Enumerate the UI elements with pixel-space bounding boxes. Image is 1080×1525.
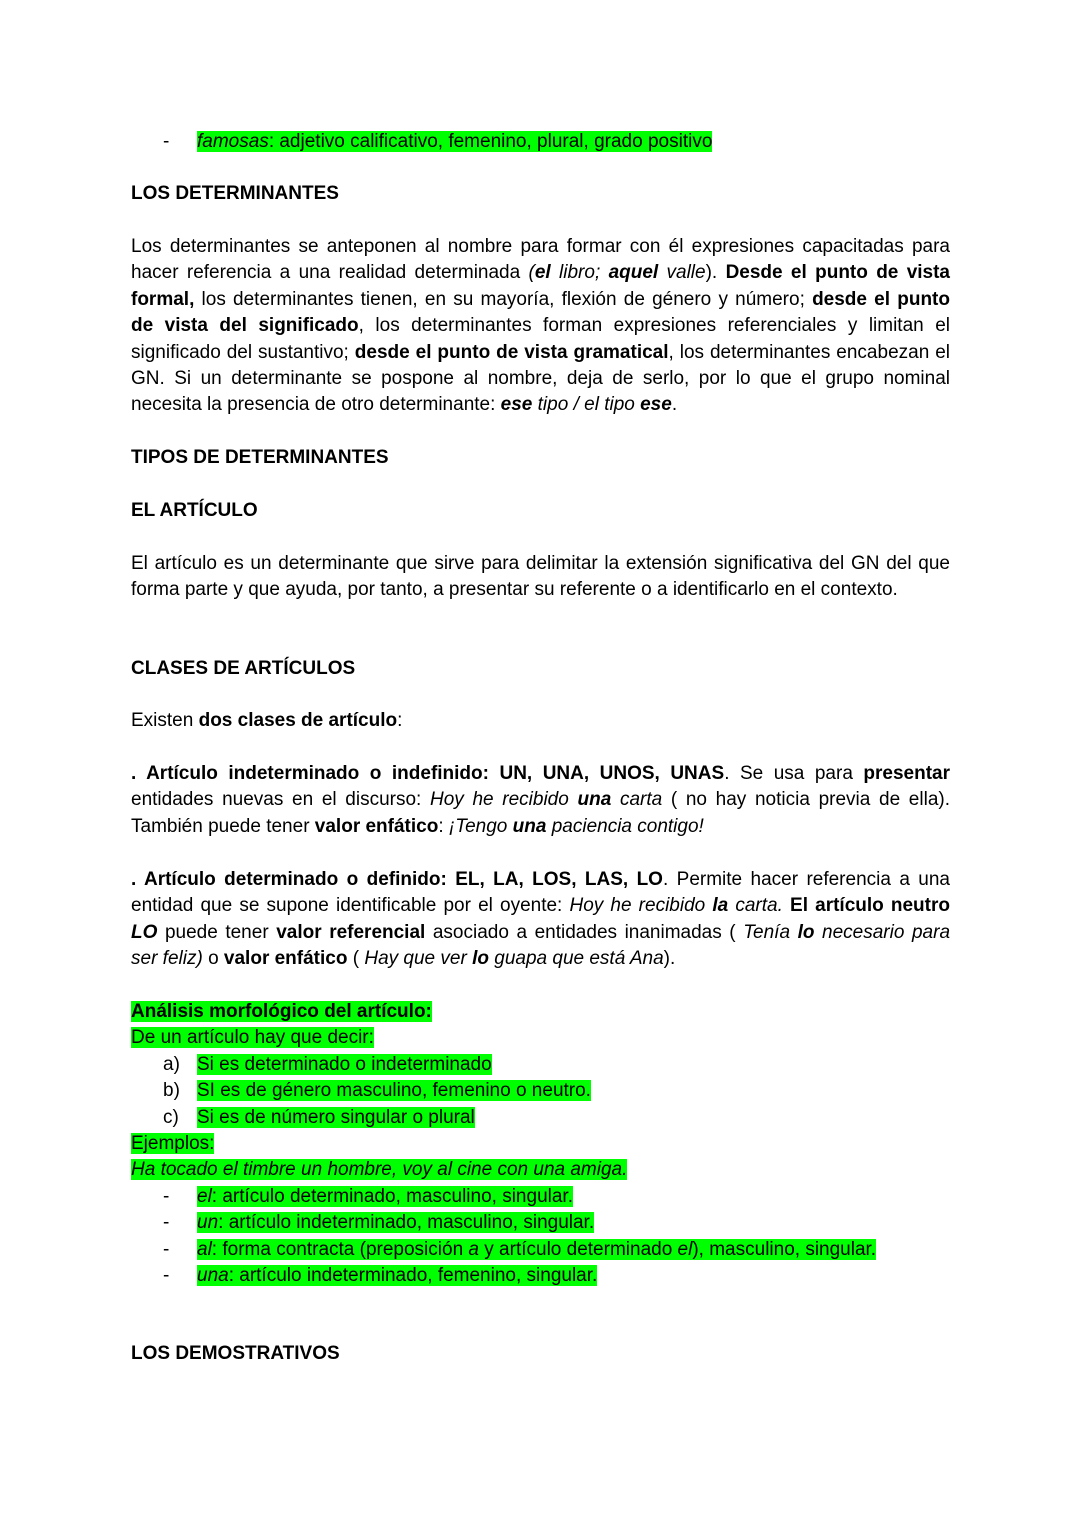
text-run: ese	[500, 394, 533, 416]
text-run: aquel	[608, 262, 659, 284]
text-run: El artículo es un determinante que sirve para delimitar la extensión significativa del GN del que forma parte y que ayuda, por tanto, a presentar su referente o a identificarlo en el contexto.	[131, 553, 950, 601]
text-run: tipo / el tipo	[532, 394, 641, 416]
text-run: Hoy he recibido	[430, 789, 578, 811]
list-marker: -	[163, 1212, 170, 1234]
heading-clases: CLASES DE ARTÍCULOS	[131, 658, 356, 679]
paragraph-indeterminado	[131, 761, 950, 840]
text-run: ).	[663, 948, 676, 970]
text-run: una	[197, 1265, 229, 1287]
text-run: El artículo neutro	[790, 895, 950, 917]
text-run: ).	[705, 262, 726, 284]
list-item	[131, 1210, 950, 1236]
list-marker: -	[163, 1238, 170, 1260]
analysis-intro: De un artículo hay que decir:	[131, 1027, 374, 1049]
list-marker: b)	[163, 1080, 180, 1102]
text-run: Hay que ver	[364, 948, 473, 970]
list-marker: -	[163, 1265, 170, 1287]
list-item	[131, 1184, 950, 1210]
text-run: :	[438, 815, 449, 837]
list-marker: -	[163, 1185, 170, 1207]
text-run: carta	[611, 789, 663, 811]
text-run: Hoy he recibido	[569, 895, 713, 917]
text-run: paciencia contigo!	[546, 815, 704, 837]
text-run: el	[534, 262, 551, 284]
paragraph-determinado	[131, 867, 950, 973]
text-run: asociado a entidades inanimadas (	[425, 921, 744, 943]
list-item	[131, 1263, 950, 1289]
text-run: .	[671, 394, 678, 416]
text-run: valor enfático	[314, 815, 439, 837]
text-run: Si es de número singular o plural	[197, 1106, 475, 1128]
text-run: . Se usa para	[724, 763, 864, 784]
text-run: a	[468, 1238, 479, 1260]
text-run: Existen	[131, 710, 199, 731]
text-run: al	[197, 1238, 212, 1260]
text-run: : artículo indeterminado, femenino, singular.	[228, 1265, 598, 1287]
example-sentence: Ha tocado el timbre un hombre, voy al cine con una amiga.	[131, 1159, 628, 1181]
text-run: . Permite hacer referencia a una entidad que se supone identificable por el oyente:	[131, 869, 951, 917]
analysis-section	[131, 999, 950, 1289]
text-run: ( no hay noticia previa de ella). También puede tener	[131, 789, 950, 837]
text-run: o	[202, 948, 224, 970]
heading-el-articulo: EL ARTÍCULO	[131, 500, 258, 521]
list-item	[131, 1052, 950, 1078]
text-run: Desde el punto de vista formal,	[131, 262, 951, 310]
text-run: carta.	[728, 895, 783, 917]
text-run: (	[347, 948, 365, 970]
paragraph-existen	[131, 708, 950, 734]
text-run: LO	[131, 921, 158, 943]
text-run: . Artículo indeterminado o indefinido: UN, UNA, UNOS, UNAS	[131, 763, 725, 784]
text-run: una	[577, 789, 612, 811]
text-run: dos clases de artículo	[198, 710, 398, 731]
paragraph-determinantes	[131, 234, 950, 419]
text-run: lo	[472, 948, 489, 970]
analysis-title: Análisis morfológico del artículo:	[131, 1001, 432, 1022]
text-run: la	[712, 895, 729, 917]
text-run: , los determinantes forman expresiones referenciales y limitan el significado del sustantivo;	[131, 315, 950, 363]
text-run: lo	[797, 921, 815, 943]
text-run: ¡Tengo	[448, 815, 513, 837]
text-run: , los determinantes encabezan el GN. Si un determinante se pospone al nombre, deja de serlo, por lo que el grupo nominal necesita la presencia de otro determinante:	[131, 341, 950, 416]
text-run: Los determinantes se anteponen al nombre para formar con él expresiones capacitadas para hacer referencia a una realidad determinada	[131, 236, 950, 284]
text-run: guapa que está Ana	[488, 948, 664, 970]
text-run: presentar	[863, 763, 951, 784]
text-run: desde el punto de vista gramatical	[354, 341, 669, 363]
text-run: entidades nuevas en el discurso:	[131, 789, 430, 811]
list-item	[131, 1105, 950, 1131]
list-item	[131, 1078, 950, 1104]
text-run: el	[197, 1185, 212, 1207]
text-run: valor enfático	[223, 948, 348, 970]
paragraph-articulo	[131, 551, 950, 604]
text-run: una	[512, 815, 547, 837]
text-run: Si es determinado o indeterminado	[197, 1053, 492, 1075]
text-run	[783, 895, 790, 916]
text-run: valle	[658, 262, 706, 284]
text-run: Tenía	[743, 921, 798, 943]
list-marker: c)	[163, 1106, 179, 1128]
text-run: puede tener	[157, 921, 277, 943]
text-run: ese	[640, 394, 672, 416]
text-run: : forma contracta (preposición	[211, 1238, 469, 1260]
list-item	[131, 129, 1016, 155]
heading-demostrativos: LOS DEMOSTRATIVOS	[131, 1343, 340, 1364]
list-marker: -	[163, 131, 170, 152]
text-run: necesario para ser feliz)	[131, 921, 951, 970]
text-run: el	[677, 1238, 693, 1260]
text-run: valor referencial	[276, 921, 426, 943]
text-run: ), masculino, singular.	[692, 1238, 877, 1260]
text-run: y artículo determinado	[479, 1238, 678, 1260]
text-run: :	[397, 710, 403, 731]
text-run: : adjetivo calificativo, femenino, plural, grado positivo	[268, 131, 713, 152]
examples-label: Ejemplos:	[131, 1133, 215, 1155]
text-run: : artículo indeterminado, masculino, singular.	[218, 1212, 595, 1234]
list-item	[131, 1237, 950, 1263]
text-run: famosas	[197, 131, 269, 152]
heading-los-determinantes: LOS DETERMINANTES	[131, 183, 339, 204]
text-run: . Artículo determinado o definido: EL, LA, LOS, LAS, LO	[131, 869, 663, 890]
text-run: un	[197, 1212, 219, 1234]
heading-tipos: TIPOS DE DETERMINANTES	[131, 447, 389, 468]
text-run: (	[528, 262, 535, 284]
text-run: desde el punto de vista del significado	[131, 288, 950, 337]
text-run: los determinantes tienen, en su mayoría, flexión de género y número;	[194, 288, 813, 310]
text-run: : artículo determinado, masculino, singular.	[211, 1185, 573, 1207]
text-run: SI es de género masculino, femenino o neutro.	[197, 1080, 591, 1102]
text-run: libro;	[550, 262, 609, 284]
list-marker: a)	[163, 1053, 180, 1075]
